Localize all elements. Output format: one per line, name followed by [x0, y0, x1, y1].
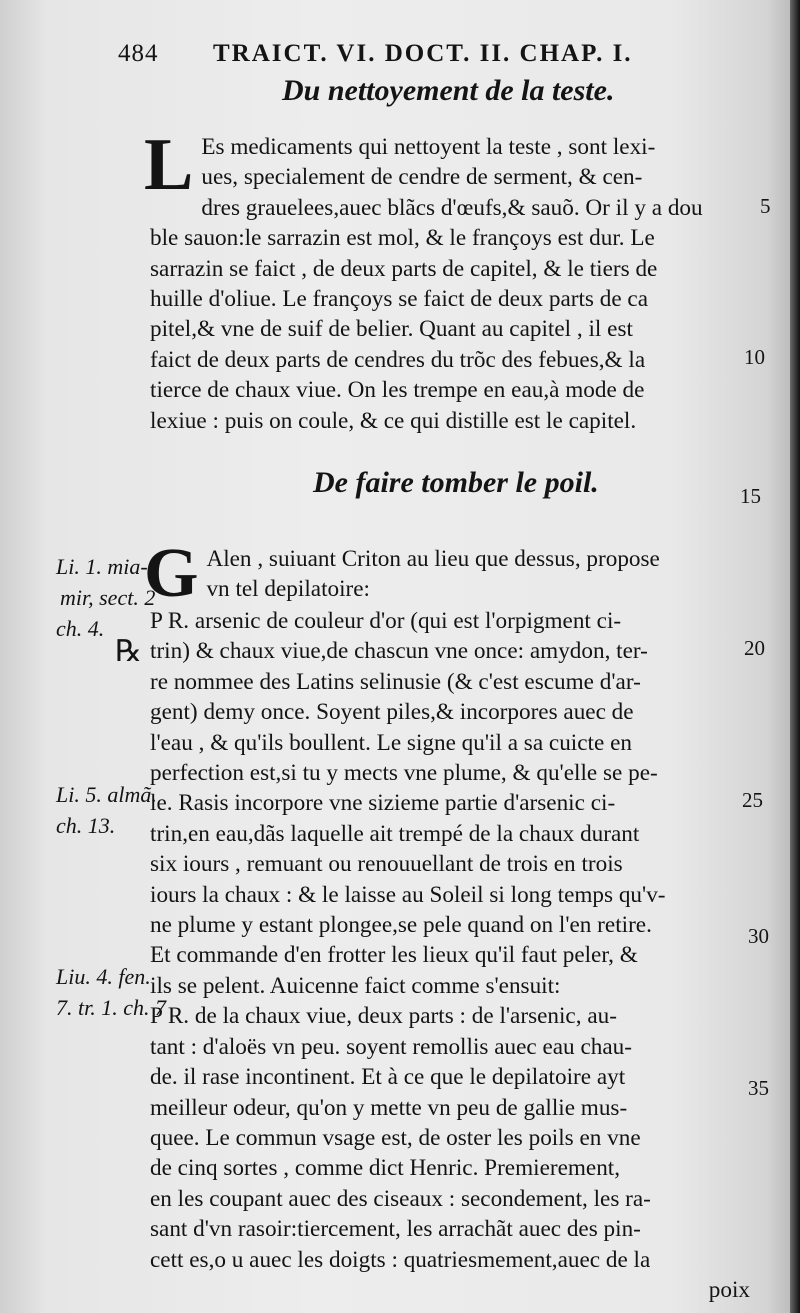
book-gutter-edge — [790, 0, 800, 1313]
margin-note: Li. 5. almã. — [56, 782, 157, 807]
line-number: 30 — [748, 924, 769, 948]
line-number: 5 — [760, 194, 771, 218]
line-number: 10 — [744, 345, 765, 369]
text-line: ble sauon:le sarrazin est mol, & le françoys est dur. Le — [150, 225, 655, 252]
margin-note: Li. 1. mia- — [56, 554, 148, 579]
catchword: poix — [708, 1276, 750, 1303]
section-body-depilation — [150, 606, 750, 1305]
text-line: lexiue : puis on coule, & ce qui distille est le capitel. — [150, 407, 637, 434]
margin-note: ch. 13. — [56, 813, 116, 838]
section-body-cleansing — [144, 124, 750, 436]
text-line: vn tel depilatoire: — [206, 576, 370, 603]
text-line: re nommee des Latins selinusie (& c'est escume d'ar- — [150, 668, 641, 695]
running-title: TRAICT. VI. DOCT. II. CHAP. I. — [213, 40, 633, 67]
text-line: Et commande d'en frotter les lieux qu'il faut peler, & — [150, 942, 638, 969]
text-line: tierce de chaux viue. On les trempe en eau,à mode de — [150, 377, 645, 404]
text-line: sarrazin se faict , de deux parts de capitel, & le tiers de — [150, 255, 658, 282]
page-number: 484 — [118, 40, 159, 67]
line-number: 15 — [740, 484, 761, 508]
text-line: Alen , suiuant Criton au lieu que dessus, propose — [206, 546, 660, 572]
text-line: trin) & chaux viue,de chascun vne once: amydon, ter- — [150, 638, 648, 665]
text-line: faict de deux parts de cendres du trõc des febues,& la — [150, 346, 646, 373]
line-number: 25 — [742, 788, 763, 812]
text-line: perfection est,si tu y mects vne plume, & qu'elle se pe- — [150, 760, 658, 787]
text-line: ne plume y estant plongee,se pele quand on l'en retire. — [150, 912, 652, 939]
text-line: trin,en eau,dãs laquelle ait trempé de la chaux durant — [150, 820, 640, 847]
margin-note: Liu. 4. fen. — [56, 964, 151, 989]
text-line: P R. de la chaux viue, deux parts : de l'arsenic, au- — [150, 1003, 617, 1030]
line-number: 35 — [748, 1076, 769, 1100]
text-line: iours la chaux : & le laisse au Soleil si long temps qu'v- — [150, 881, 666, 908]
section-intro-depilation — [144, 535, 750, 612]
text-line: gent) demy once. Soyent piles,& incorpores auec de — [150, 699, 634, 726]
recipe-ornament: ℞ — [115, 635, 142, 668]
text-line: ues, specialement de cendre de serment, & cen- — [201, 164, 643, 191]
text-line: en les coupant auec des ciseaux : secondement, les ra- — [150, 1185, 651, 1212]
text-line: de cinq sortes , comme dict Henric. Premierement, — [150, 1155, 621, 1182]
text-line: de. il rase incontinent. Et à ce que le depilatoire ayt — [150, 1064, 626, 1091]
margin-note: 7. tr. 1. ch. 7 — [56, 995, 166, 1020]
text-line: Es medicaments qui nettoyent la teste , sont lexi- — [201, 134, 656, 160]
text-line: le. Rasis incorpore vne sizieme partie d'arsenic ci- — [150, 790, 616, 817]
text-line: l'eau , & qu'ils boullent. Le signe qu'il a sa cuicte en — [150, 729, 632, 756]
text-line: ils se pelent. Auicenne faict comme s'ensuit: — [150, 972, 561, 999]
text-line: P R. arsenic de couleur d'or (qui est l'orpigment ci- — [150, 608, 622, 634]
text-line: huille d'oliue. Le françoys se faict de deux parts de ca — [150, 286, 648, 313]
margin-note: mir, sect. 2 — [60, 585, 156, 610]
drop-cap-l: L — [144, 124, 194, 206]
text-line: meilleur odeur, qu'on y mette vn peu de gallie mus- — [150, 1094, 628, 1121]
margin-note: ch. 4. — [56, 616, 105, 641]
text-line: cett es,o u auec les doigts : quatriesmement,auec de la — [150, 1246, 651, 1273]
text-line: dres grauelees,auec blãcs d'œufs,& sauõ. Or il y a dou — [201, 194, 703, 221]
text-line: six iours , remuant ou renouuellant de trois en trois — [150, 851, 623, 878]
text-line: quee. Le commun vsage est, de oster les poils en vne — [150, 1124, 641, 1151]
section-title-cleansing: Du nettoyement de la teste. — [282, 74, 615, 107]
text-line: tant : d'aloës vn peu. soyent remollis auec eau chau- — [150, 1033, 632, 1060]
text-line: sant d'vn rasoir:tiercement, les arrachãt auec des pin- — [150, 1216, 641, 1243]
text-line: pitel,& vne de suif de belier. Quant au capitel , il est — [150, 316, 633, 343]
drop-cap-g: G — [144, 535, 199, 612]
line-number: 20 — [744, 636, 765, 660]
section-title-depilation: De faire tomber le poil. — [313, 466, 599, 499]
